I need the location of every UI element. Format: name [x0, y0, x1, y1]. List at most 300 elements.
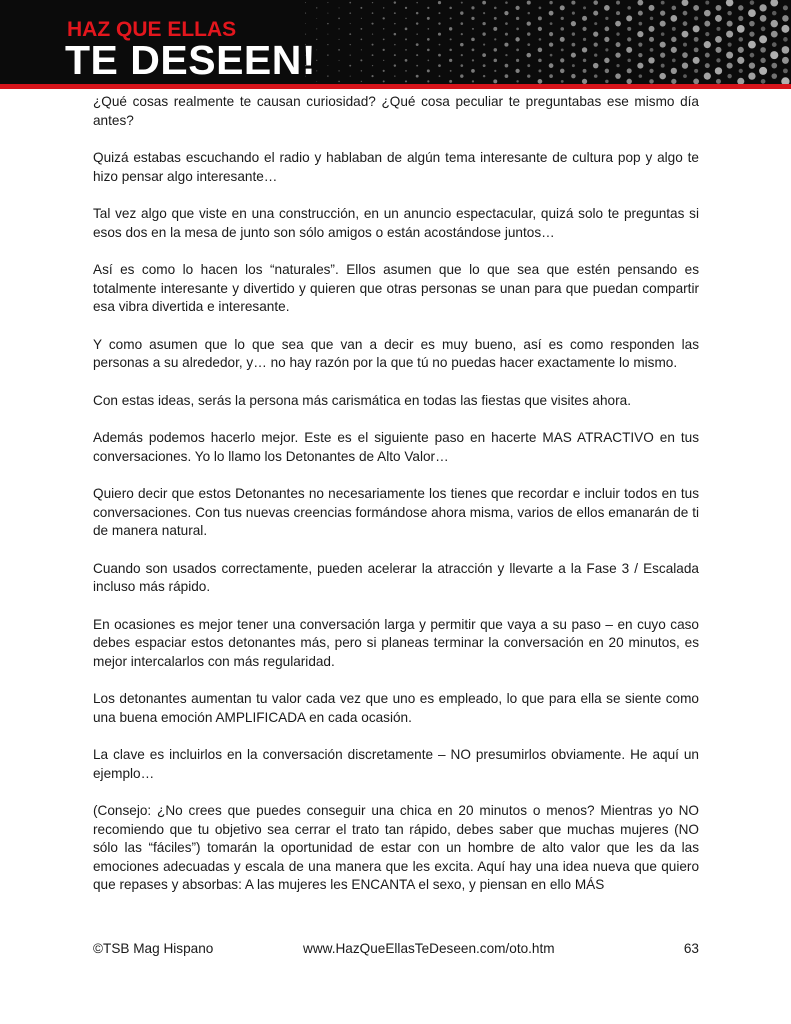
header-dot [327, 34, 328, 35]
header-dot [372, 12, 374, 14]
header-dot [637, 0, 643, 6]
header-dot [750, 53, 755, 58]
header-dot [783, 37, 788, 42]
header-dot [316, 39, 317, 40]
header-dot [372, 65, 373, 66]
header-dot [349, 33, 351, 35]
header-dot [338, 49, 340, 51]
paragraph: Quizá estabas escuchando el radio y hablaban de algún tema interesante de cultura pop y algo te hizo pensar algo interesante… [93, 150, 699, 184]
header-dot [515, 37, 519, 41]
header-dot [394, 54, 396, 56]
header-dot [472, 48, 475, 51]
header-dot [583, 6, 586, 9]
header-dot [539, 38, 542, 41]
header-dot [726, 31, 733, 38]
header-dot [583, 38, 586, 41]
header-dot [516, 6, 520, 10]
header-dot [615, 52, 620, 57]
header-dot [527, 43, 530, 46]
header-dot [661, 32, 665, 36]
paragraph: Cuando son usados correctamente, pueden acelerar la atracción y llevarte a la Fase 3 / Escalada incluso más rápido. [93, 560, 699, 594]
header-dot [405, 70, 407, 72]
header-dot [627, 68, 632, 73]
header-dot [427, 60, 429, 62]
header-dot [715, 47, 721, 53]
header-dot [582, 47, 587, 52]
header-dot [682, 31, 689, 38]
header-dot [438, 33, 441, 36]
header-dot [783, 5, 788, 10]
header-dot [771, 31, 778, 38]
header-dot [760, 15, 767, 22]
header-dot [494, 70, 496, 72]
header-dot [450, 17, 452, 19]
header-dot [639, 74, 643, 78]
header-dot [605, 69, 609, 73]
header-dot [770, 0, 778, 7]
paragraph: Tal vez algo que viste en una construcción, en un anuncio espectacular, quizá solo te preguntas si esos dos en la mesa de junto son sólo amigos o están acostándose juntos… [93, 206, 699, 240]
paragraph: Además podemos hacerlo mejor. Este es el siguiente paso en hacerte MAS ATRACTIVO en tus conversaciones. Yo lo llamo los Detonantes de Alto Valor… [93, 430, 699, 464]
header-dot [405, 80, 407, 82]
header-dot [515, 69, 519, 73]
page-header [0, 0, 791, 84]
header-dot [472, 28, 474, 30]
header-dot [781, 25, 789, 33]
header-dot [505, 22, 508, 25]
header-dot [383, 70, 385, 72]
header-dot [460, 22, 463, 25]
header-dot [350, 23, 351, 24]
header-dot [572, 43, 576, 47]
header-dot [549, 32, 553, 36]
header-dot [493, 79, 497, 83]
header-dot [438, 1, 441, 4]
header-dot [527, 64, 530, 67]
header-dot [671, 68, 677, 74]
header-dot [416, 43, 419, 46]
header-dot [439, 44, 441, 46]
header-dot [637, 63, 643, 69]
header-dot [704, 73, 711, 80]
header-dot [782, 15, 789, 22]
header-dot [516, 80, 518, 82]
paragraph: Los detonantes aumentan tu valor cada vez que uno es empleado, lo que para ella se siente como una buena emoción AMPLIFICADA en cada ocasión. [93, 691, 699, 725]
header-dot [528, 12, 531, 15]
header-dot [405, 7, 407, 9]
header-dot [405, 49, 407, 51]
header-dot [538, 16, 542, 20]
header-dot [560, 58, 564, 62]
header-dot [449, 7, 452, 10]
header-dot [649, 37, 654, 42]
header-dot [561, 80, 564, 83]
header-dot [372, 2, 373, 3]
header-dot [483, 64, 486, 67]
header-dot [705, 1, 709, 5]
header-dot [672, 6, 677, 11]
header-dot [427, 17, 430, 20]
header-dot [494, 7, 497, 10]
header-dot [394, 23, 396, 25]
header-dot [338, 81, 340, 83]
header-dot [560, 37, 565, 42]
header-dot [505, 1, 508, 4]
header-dot [738, 37, 743, 42]
header-dot [637, 31, 643, 37]
header-dot [338, 39, 339, 40]
header-dot [615, 21, 621, 27]
header-dot [327, 23, 329, 25]
header-dot [572, 12, 575, 15]
header-dot [616, 11, 620, 15]
header-dot [450, 38, 452, 40]
header-dot [527, 74, 530, 77]
header-dot [561, 17, 564, 20]
header-dot [704, 41, 711, 48]
header-dot [571, 53, 576, 58]
header-dot [661, 1, 665, 5]
header-dot [772, 11, 777, 16]
header-dot [616, 64, 619, 67]
header-dot [361, 70, 362, 71]
header-dot [683, 11, 688, 16]
header-dot [593, 63, 599, 69]
header-dot [737, 57, 744, 64]
header-dot [594, 74, 598, 78]
header-dot [383, 38, 385, 40]
header-dot [350, 44, 351, 45]
header-dot [305, 2, 306, 3]
header-dot [616, 42, 621, 47]
header-dot [449, 49, 452, 52]
header-dot [461, 33, 463, 35]
header-dot [571, 1, 575, 5]
header-dot [539, 7, 542, 10]
header-dot [650, 48, 654, 52]
header-dot [781, 77, 789, 84]
paragraph: Con estas ideas, serás la persona más carismática en todas las fiestas que visites ahora. [93, 392, 631, 408]
header-dot [416, 54, 418, 56]
header-dot [482, 22, 485, 25]
header-dot [394, 75, 395, 76]
header-dot [749, 21, 755, 27]
header-dot [339, 60, 340, 61]
header-dot [727, 11, 732, 16]
header-dot [516, 48, 519, 51]
header-dot [372, 34, 373, 35]
header-dot [416, 65, 418, 67]
header-dot [349, 2, 351, 4]
header-dot [372, 54, 374, 56]
header-dot [704, 10, 711, 17]
header-dot [471, 38, 475, 42]
header-dot [593, 32, 598, 37]
header-accent-bar [0, 84, 791, 89]
header-dot [316, 28, 317, 29]
paragraph: Así es como lo hacen los “naturales”. Ellos asumen que lo que sea que estén pensando es totalmente interesante y divertido y quieren que otras personas se unan para que puedan compartir esa vibra divertida e interesante. [93, 262, 699, 314]
header-dot [350, 55, 351, 56]
header-dot [394, 44, 396, 46]
header-dot [405, 28, 408, 31]
header-dot [627, 37, 631, 41]
header-dot [649, 79, 654, 84]
header-dot [660, 10, 665, 15]
brand-title-top: HAZ QUE ELLAS [67, 18, 237, 41]
header-dot [305, 13, 306, 14]
header-dot [316, 18, 317, 19]
header-dot [748, 72, 755, 79]
paragraph: Y como asumen que lo que sea que van a decir es muy bueno, así es como responden las personas a su alrededor, y… no hay razón por la que tú no puedas hacer exactamente lo mismo. [93, 336, 699, 370]
header-dot [427, 80, 429, 82]
header-dot [583, 69, 587, 73]
header-dot [737, 25, 745, 33]
header-dot [438, 64, 441, 67]
header-dot [516, 28, 519, 31]
header-dot [648, 57, 654, 63]
header-dot [505, 74, 509, 78]
header-dot [316, 60, 317, 61]
header-dot [505, 54, 507, 56]
header-dot [394, 33, 397, 36]
header-dot [527, 32, 530, 35]
header-dot [716, 27, 720, 31]
header-dot [738, 16, 743, 21]
header-dot [638, 43, 642, 47]
header-dot [427, 69, 430, 72]
header-dot [305, 34, 306, 35]
header-dot [338, 28, 339, 29]
header-dot [660, 53, 665, 58]
header-dot [727, 21, 733, 27]
paragraph: (Consejo: ¿No crees que puedes conseguir una chica en 20 minutos o menos? Mientras yo NO recomiendo que tu objetivo sea cerrar el trato tan rápido, debes saber que muchas mujeres (NO sólo las “fáciles”) tomarán la oportunidad de estar con un hombre de alto valor que les da las emociones adecuadas y escala de una manera que les excita. Aquí hay una idea nueva que quiero que repases y absorbas: A las mujeres les ENCANTA el sexo, y piensan en ello MÁS [93, 803, 699, 892]
header-dot [316, 7, 317, 8]
header-dot [572, 32, 575, 35]
header-dot [572, 64, 575, 67]
header-dot [661, 64, 665, 68]
header-dot [383, 60, 384, 61]
header-dot [360, 59, 362, 61]
header-dot [672, 27, 676, 31]
header-dot [561, 48, 564, 51]
header-dot [782, 57, 789, 64]
brand-title-main: TE DESEEN! [65, 37, 317, 83]
header-dot [627, 6, 631, 10]
header-dot [682, 62, 688, 68]
footer-copyright: ©TSB Mag Hispano [93, 941, 214, 956]
header-dot [371, 23, 373, 25]
header-dot [416, 12, 419, 15]
header-dot [427, 28, 429, 30]
header-dot [494, 17, 497, 20]
header-dot [383, 80, 385, 82]
header-dot [761, 27, 766, 32]
header-dot [349, 65, 351, 67]
header-dot [427, 7, 429, 9]
header-dot [715, 36, 722, 43]
header-dot [726, 52, 733, 59]
header-dot [383, 28, 384, 29]
header-dot [705, 53, 710, 58]
header-dot [504, 43, 508, 47]
header-dot [394, 1, 396, 3]
header-dot [505, 33, 508, 36]
header-dot [439, 75, 441, 77]
header-dot [338, 70, 339, 71]
header-dot [626, 15, 632, 21]
header-dot [748, 9, 756, 17]
header-dot [571, 21, 576, 26]
header-dot [494, 59, 498, 63]
header-dot [305, 23, 306, 24]
header-dot [759, 35, 767, 43]
header-dot [594, 22, 597, 25]
header-dot [683, 74, 687, 78]
header-dot [771, 73, 777, 79]
header-dot [672, 59, 676, 63]
header-dot [438, 54, 441, 57]
header-dot [360, 28, 362, 30]
header-dot [693, 25, 700, 32]
header-dot [471, 17, 474, 20]
header-dot [460, 11, 463, 14]
paragraph: En ocasiones es mejor tener una conversación larga y permitir que vaya a su paso – en cuyo caso debes espaciar estos detonantes más, pero si planeas terminar la conversación en 20 minutos, es mejor intercalarlos con más regularidad. [93, 616, 699, 669]
header-dot [771, 63, 777, 69]
header-dot [339, 7, 340, 8]
header-dot [738, 5, 743, 10]
header-dot [472, 80, 474, 82]
header-dot [771, 20, 778, 27]
header-dot [659, 73, 666, 80]
header-dot [582, 27, 586, 31]
header-dot [770, 51, 778, 59]
header-dot [594, 42, 598, 46]
header-dot [527, 21, 531, 25]
header-dot [327, 44, 328, 45]
page-number: 63 [683, 941, 699, 956]
header-dot [739, 69, 743, 73]
header-dot [759, 4, 766, 11]
header-dot [716, 58, 720, 62]
header-dot [748, 41, 756, 49]
header-dot [605, 17, 608, 20]
header-dot [450, 70, 452, 72]
header-dot [550, 54, 553, 57]
header-dot [616, 32, 619, 35]
header-dot [526, 53, 531, 58]
header-dot [494, 38, 496, 40]
header-dot [549, 42, 553, 46]
header-dot [694, 69, 698, 73]
header-dot [327, 13, 328, 14]
header-dot [438, 12, 440, 14]
header-dot [638, 11, 643, 16]
header-dot [427, 38, 430, 41]
header-dot [316, 49, 317, 50]
header-dot [516, 17, 519, 20]
header-dot [683, 21, 688, 26]
header-dot [394, 64, 396, 66]
header-dot [728, 43, 732, 47]
header-dot [605, 27, 610, 32]
header-dot [727, 74, 731, 78]
header-dot [361, 18, 362, 19]
header-dot-pattern [300, 0, 791, 84]
header-dot [649, 69, 653, 73]
header-dot [772, 42, 777, 47]
header-dot [372, 44, 374, 46]
header-dot [760, 58, 765, 63]
header-dot [694, 16, 698, 20]
page-footer [93, 938, 699, 960]
header-dot [560, 69, 564, 73]
header-dot [550, 22, 553, 25]
header-dot [594, 53, 597, 56]
header-dot [760, 47, 766, 53]
header-dot [461, 54, 463, 56]
header-dot [705, 32, 709, 36]
header-dot [438, 22, 440, 24]
header-dot [694, 47, 699, 52]
header-dot [716, 5, 722, 11]
header-dot [605, 80, 608, 83]
header-dot [449, 59, 452, 62]
header-dot [683, 43, 687, 47]
header-dot [316, 70, 317, 71]
header-dot [394, 12, 396, 14]
header-dot [383, 49, 385, 51]
header-dot [482, 1, 486, 5]
header-dot [726, 0, 734, 6]
header-dot [516, 59, 519, 62]
header-dot [671, 47, 677, 53]
header-dot [627, 59, 630, 62]
header-dot [627, 27, 631, 31]
header-dot [604, 37, 609, 42]
header-dot [483, 44, 485, 46]
header-dot [471, 69, 475, 73]
header-dot [670, 15, 677, 22]
header-dot [693, 57, 700, 64]
header-dot [449, 27, 452, 30]
header-dot [383, 17, 385, 19]
header-dot [604, 5, 610, 11]
header-dot [649, 5, 655, 11]
header-dot [616, 1, 620, 5]
header-dot [482, 32, 485, 35]
paragraph: Quiero decir que estos Detonantes no necesariamente los tienes que recordar e incluir todos en tus conversaciones. Con tus nuevas creencias formándose ahora misma, varios de ellos emanarán de ti de manera natural. [93, 486, 699, 538]
header-dot [461, 2, 463, 4]
header-dot [560, 5, 565, 10]
header-dot [549, 63, 554, 68]
header-dot [361, 39, 363, 41]
header-dot [350, 76, 351, 77]
header-dot [494, 48, 497, 51]
header-dot [660, 21, 666, 27]
header-dot [416, 2, 418, 4]
header-dot [704, 21, 710, 27]
header-dot [538, 48, 542, 52]
header-dot [327, 75, 328, 76]
header-dot [416, 22, 418, 24]
header-dot [560, 27, 564, 31]
header-dot [593, 0, 598, 5]
header-dot [660, 42, 666, 48]
header-dot [639, 22, 643, 26]
header-dot [316, 81, 317, 82]
header-dot [505, 64, 509, 68]
header-dot [693, 5, 699, 11]
header-dot [405, 59, 408, 62]
